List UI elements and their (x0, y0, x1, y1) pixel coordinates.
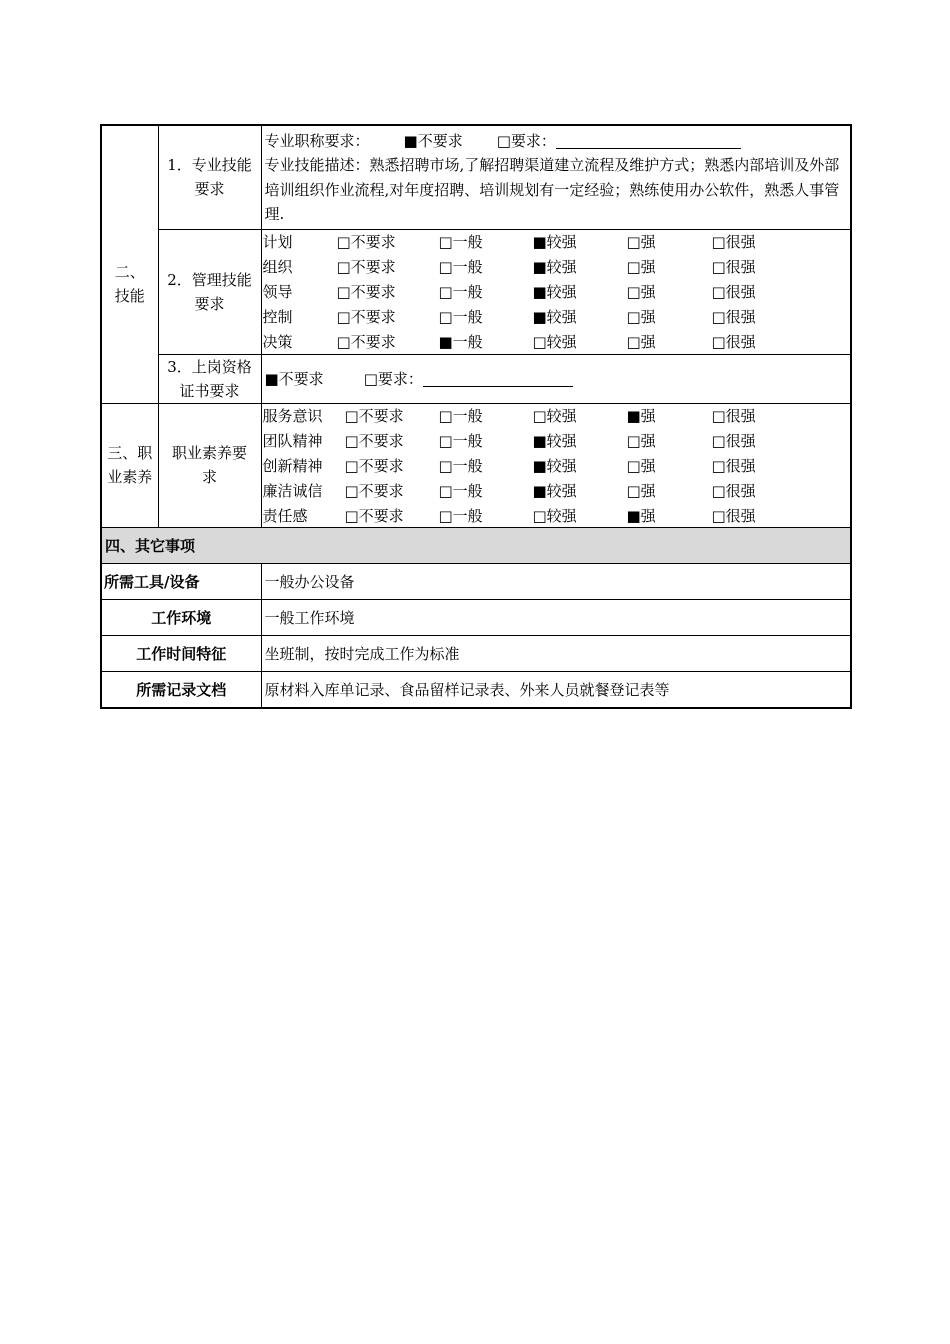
other-row-label: 工作时间特征 (101, 636, 261, 672)
qualities-category-cell: 三、职 业素养 (101, 403, 158, 528)
rating-row (263, 304, 851, 329)
rating-option[interactable]: ■较强 (532, 233, 577, 252)
rating-row (263, 279, 851, 304)
management-skill-row (101, 229, 851, 354)
other-section-header-row (101, 528, 851, 564)
rating-option[interactable]: □不要求 (344, 456, 404, 475)
rating-option[interactable]: □强 (626, 332, 656, 351)
rating-option[interactable]: □很强 (711, 407, 756, 426)
rating-option[interactable]: □很强 (711, 282, 756, 301)
other-row (101, 564, 851, 600)
rating-option[interactable]: □很强 (711, 233, 756, 252)
rating-option[interactable]: ■强 (626, 407, 656, 426)
rating-row (263, 329, 851, 354)
professional-skill-content (261, 125, 851, 229)
rating-option[interactable]: □强 (626, 432, 656, 451)
rating-option[interactable]: ■较强 (532, 258, 577, 277)
rating-option[interactable]: ■较强 (532, 307, 577, 326)
rating-option[interactable]: □强 (626, 233, 656, 252)
management-skill-grid (261, 229, 851, 354)
rating-option[interactable]: ■较强 (532, 481, 577, 500)
other-row-label: 所需记录文档 (101, 672, 261, 709)
other-row-value: 坐班制，按时完成工作为标准 (261, 636, 851, 672)
other-section-title: 四、其它事项 (101, 528, 851, 564)
rating-option[interactable]: □较强 (532, 407, 577, 426)
other-row-value: 一般工作环境 (261, 600, 851, 636)
rating-option[interactable]: ■强 (626, 506, 656, 525)
rating-row-label: 领导 (262, 282, 293, 301)
qualities-grid (261, 403, 851, 528)
certificate-row (101, 354, 851, 403)
rating-option[interactable]: ■较强 (532, 456, 577, 475)
management-skill-rows (263, 230, 851, 354)
other-row-label: 工作环境 (101, 600, 261, 636)
rating-option[interactable]: □不要求 (344, 506, 404, 525)
rating-option[interactable]: □不要求 (344, 481, 404, 500)
rating-option[interactable]: □强 (626, 456, 656, 475)
rating-option[interactable]: □一般 (438, 432, 483, 451)
rating-option[interactable]: □强 (626, 258, 656, 277)
rating-row-label: 组织 (262, 258, 293, 277)
rating-option[interactable]: □很强 (711, 432, 756, 451)
professional-skill-label: 1．专业技能 要求 (158, 125, 261, 229)
rating-row-label: 服务意识 (262, 407, 323, 426)
title-requirement-blank[interactable] (556, 133, 741, 149)
rating-row-label: 团队精神 (262, 432, 323, 451)
rating-row-label: 控制 (262, 307, 293, 326)
rating-option[interactable]: □不要求 (336, 332, 396, 351)
rating-option[interactable]: □一般 (438, 282, 483, 301)
certificate-option-required[interactable]: □要求： (363, 369, 423, 388)
rating-row-label: 决策 (262, 332, 293, 351)
rating-option[interactable]: □不要求 (344, 432, 404, 451)
rating-option[interactable]: □一般 (438, 233, 483, 252)
skills-category-cell (101, 125, 158, 403)
other-row (101, 600, 851, 636)
rating-row (263, 404, 851, 429)
rating-option[interactable]: ■较强 (532, 432, 577, 451)
rating-row (263, 453, 851, 478)
rating-option[interactable]: □很强 (711, 258, 756, 277)
rating-row-label: 创新精神 (262, 456, 323, 475)
other-row-value: 原材料入库单记录、食品留样记录表、外来人员就餐登记表等 (261, 672, 851, 709)
rating-option[interactable]: □不要求 (336, 282, 396, 301)
rating-row (263, 428, 851, 453)
rating-option[interactable]: □较强 (532, 506, 577, 525)
title-requirement-line (265, 128, 848, 153)
other-row (101, 672, 851, 709)
professional-skill-row (101, 125, 851, 229)
certificate-option-not-required[interactable]: ■不要求 (264, 369, 324, 388)
other-row-label: 所需工具/设备 (101, 564, 261, 600)
rating-row-label: 责任感 (262, 506, 308, 525)
rating-option[interactable]: □一般 (438, 506, 483, 525)
rating-row-label: 计划 (262, 233, 293, 252)
rating-row-label: 廉洁诚信 (262, 481, 323, 500)
rating-option[interactable]: □很强 (711, 506, 756, 525)
skill-description: 专业技能描述：熟悉招聘市场,了解招聘渠道建立流程及维护方式；熟悉内部培训及外部培训组织作业流程,对年度招聘、培训规划有一定经验；熟练使用办公软件，熟悉人事管理. (264, 156, 840, 223)
certificate-content (261, 354, 851, 403)
qualities-rows (263, 404, 851, 528)
rating-option[interactable]: □很强 (711, 456, 756, 475)
rating-option[interactable]: □一般 (438, 456, 483, 475)
other-row-value: 一般办公设备 (261, 564, 851, 600)
rating-option[interactable]: ■较强 (532, 282, 577, 301)
certificate-label: 3．上岗资格 证书要求 (158, 354, 261, 403)
qualities-row (101, 403, 851, 528)
rating-option[interactable]: □一般 (438, 407, 483, 426)
management-skill-label: 2．管理技能 要求 (158, 229, 261, 354)
rating-option[interactable]: □不要求 (336, 258, 396, 277)
title-option-required[interactable]: □要求： (496, 131, 556, 150)
title-requirement-label: 专业职称要求： (264, 131, 370, 150)
certificate-line (265, 366, 848, 391)
rating-option[interactable]: □一般 (438, 258, 483, 277)
rating-option[interactable]: □很强 (711, 307, 756, 326)
job-requirements-table (100, 124, 852, 709)
rating-option[interactable]: □不要求 (344, 407, 404, 426)
rating-option[interactable]: ■一般 (438, 332, 483, 351)
rating-row (263, 503, 851, 528)
rating-row (263, 230, 851, 255)
rating-option[interactable]: □很强 (711, 332, 756, 351)
other-row (101, 636, 851, 672)
certificate-blank[interactable] (423, 371, 573, 387)
title-option-not-required[interactable]: ■不要求 (403, 131, 463, 150)
rating-option[interactable]: □一般 (438, 307, 483, 326)
rating-option[interactable]: □强 (626, 282, 656, 301)
rating-row (263, 254, 851, 279)
skills-category-label: 二、 技能 (114, 263, 145, 306)
rating-option[interactable]: □较强 (532, 332, 577, 351)
rating-option[interactable]: □强 (626, 481, 656, 500)
rating-option[interactable]: □不要求 (336, 307, 396, 326)
rating-row (263, 478, 851, 503)
rating-option[interactable]: □很强 (711, 481, 756, 500)
rating-option[interactable]: □不要求 (336, 233, 396, 252)
rating-option[interactable]: □一般 (438, 481, 483, 500)
qualities-label: 职业素养要 求 (158, 403, 261, 528)
rating-option[interactable]: □强 (626, 307, 656, 326)
